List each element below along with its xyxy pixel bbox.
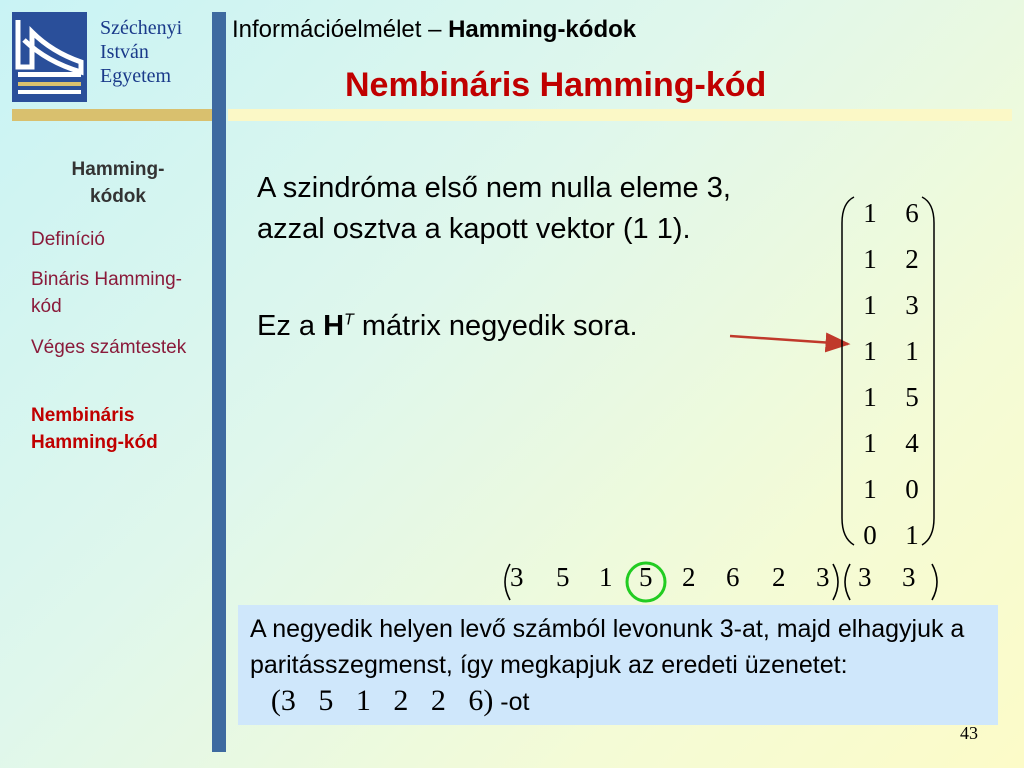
vector-element: 3 (510, 562, 524, 592)
page-number: 43 (960, 723, 978, 743)
result-description: A negyedik helyen levő számból levonunk 3-at, majd elhagyjuk a paritásszegmenst, így megkapjuk az eredeti üzenetet: (250, 615, 965, 679)
matrix-cell: 1 (863, 336, 877, 366)
vector-element: 3 (816, 562, 830, 592)
matrix-cell: 1 (863, 290, 877, 320)
matrix-cell: 1 (863, 382, 877, 412)
main-paragraph (257, 168, 767, 250)
university-name-line: Egyetem (100, 65, 172, 87)
matrix-cell: 0 (863, 520, 877, 550)
course-prefix: Információelmélet – (232, 16, 449, 43)
matrix-cell: 1 (863, 198, 877, 228)
university-name (100, 16, 182, 88)
university-name-line: István (100, 41, 149, 63)
matrix-cell: 4 (905, 428, 919, 458)
syndrome-text: A szindróma első nem nulla eleme 3, azzal osztva a kapott vektor (1 1). (257, 172, 731, 245)
sidebar-item-definicio[interactable]: Definíció (31, 229, 105, 250)
transpose-sup: T (344, 311, 354, 329)
ez-suffix: mátrix negyedik sora. (353, 310, 638, 342)
result-element: 3 (902, 562, 916, 592)
matrix-cell: 0 (905, 474, 919, 504)
slide-title: Nembináris Hamming-kód (345, 66, 767, 104)
vector-element: 5 (639, 562, 653, 592)
header-divider-right (228, 109, 1012, 121)
matrix-cell: 2 (905, 244, 919, 274)
matrix-cell: 1 (863, 474, 877, 504)
matrix-ht (858, 198, 928, 548)
vertical-divider (212, 12, 226, 752)
matrix-cell: 1 (863, 244, 877, 274)
sidebar-item-nembinaris[interactable]: Nembináris Hamming-kód (31, 405, 158, 453)
vector-element: 5 (556, 562, 570, 592)
course-title (232, 16, 636, 44)
ht-row-sentence (257, 310, 638, 343)
matrix-cell: 1 (905, 336, 919, 366)
result-suffix: -ot (493, 688, 530, 716)
vector-element: 6 (726, 562, 740, 592)
sidebar-item-binaris[interactable]: Bináris Hamming-kód (31, 269, 182, 317)
vector-element: 2 (682, 562, 696, 592)
ez-prefix: Ez a (257, 310, 324, 342)
matrix-cell: 3 (905, 290, 919, 320)
result-text (250, 611, 990, 720)
matrix-cell: 1 (905, 520, 919, 550)
university-logo (12, 12, 87, 102)
result-element: 3 (858, 562, 872, 592)
matrix-cell: 1 (863, 428, 877, 458)
header-divider-left (12, 109, 212, 121)
sidebar-item-veges-szamtestek[interactable]: Véges számtestek (31, 337, 187, 358)
university-name-line: Széchenyi (100, 17, 183, 39)
matrix-cell: 6 (905, 198, 919, 228)
original-message-vector: (3 5 1 2 2 6) (270, 684, 494, 717)
vector-element: 1 (599, 562, 613, 592)
matrix-symbol: H (323, 310, 345, 342)
vector-element: 2 (772, 562, 786, 592)
course-topic: Hamming-kódok (448, 16, 637, 43)
sidebar-current-section: Hamming-kódok (71, 159, 165, 207)
matrix-cell: 5 (905, 382, 919, 412)
